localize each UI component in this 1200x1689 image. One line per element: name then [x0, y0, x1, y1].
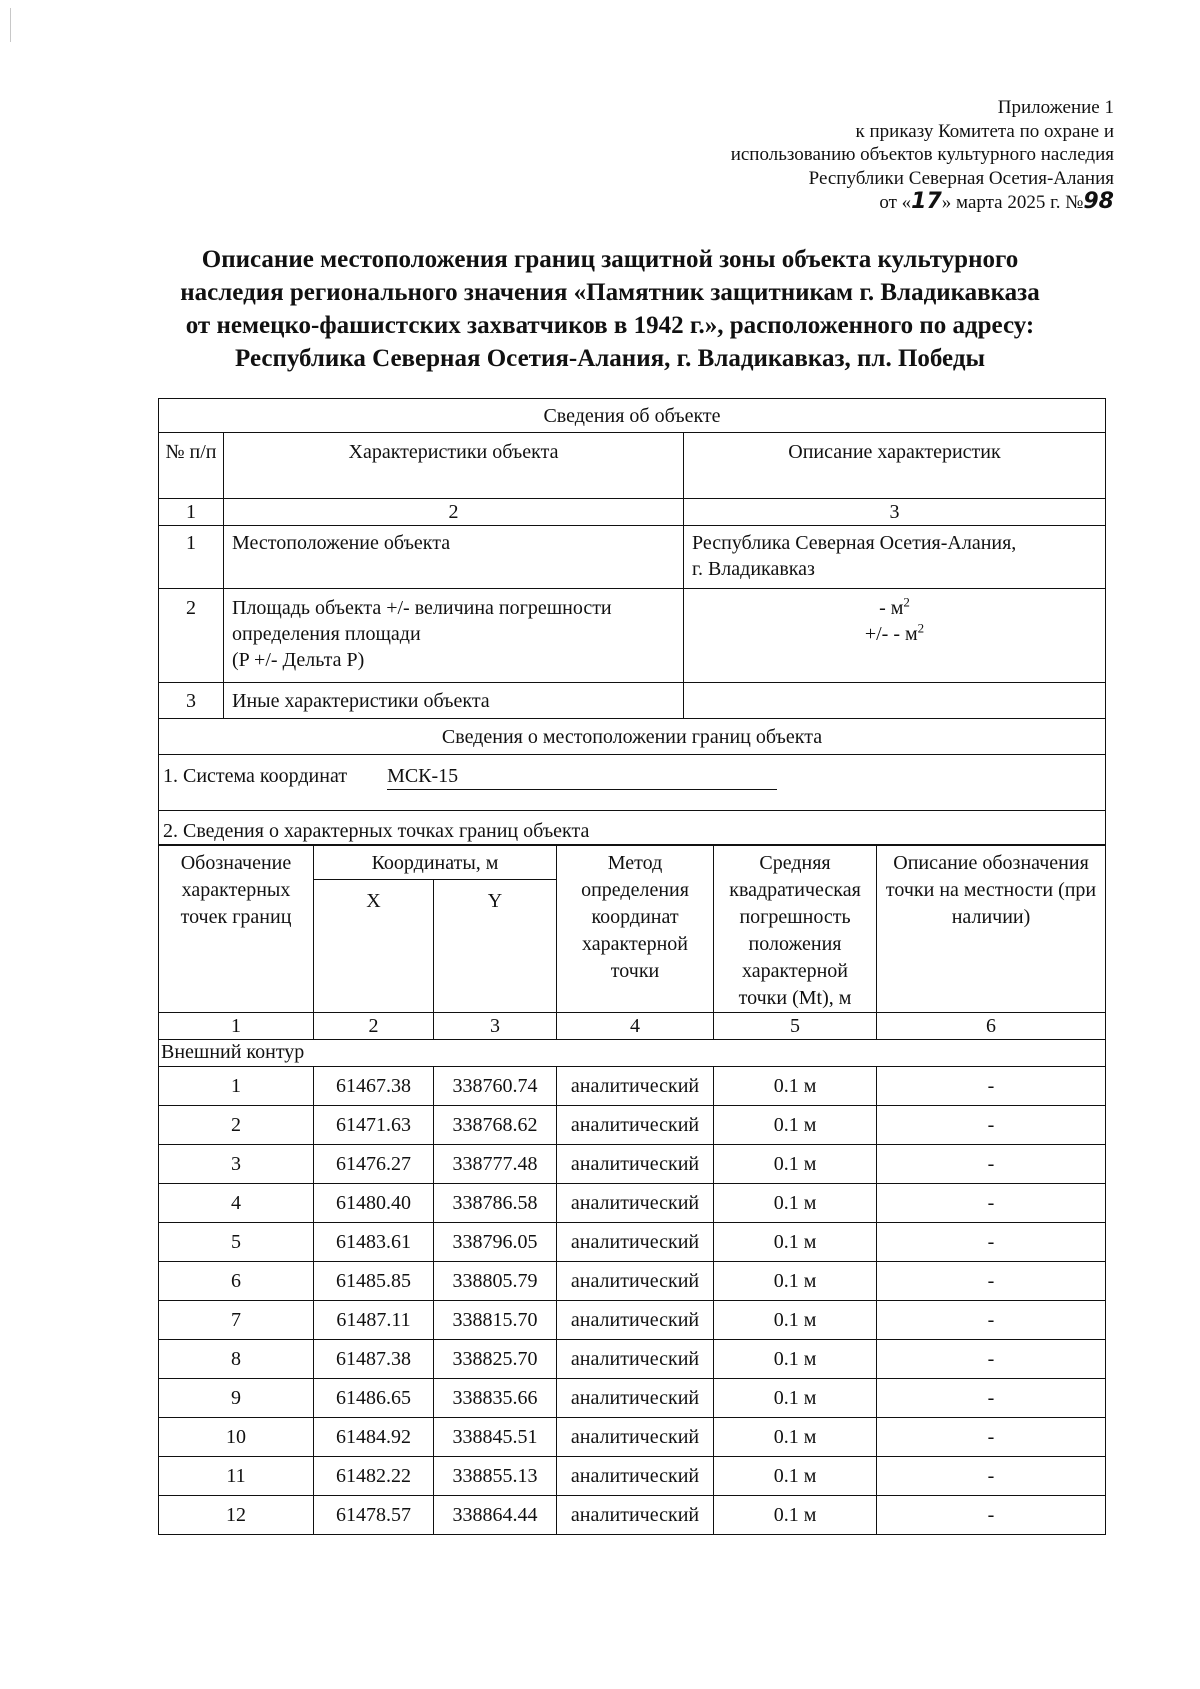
- mean-error-value: 0.1 м: [714, 1106, 877, 1145]
- coordinate-x: 61484.92: [314, 1418, 434, 1457]
- appendix-line-1: Приложение 1: [997, 97, 1114, 118]
- coordinate-y: 338825.70: [434, 1340, 557, 1379]
- mean-error-value: 0.1 м: [714, 1457, 877, 1496]
- table-row: [159, 1184, 1106, 1223]
- point-number: 8: [159, 1340, 314, 1379]
- coordinate-y: 338777.48: [434, 1145, 557, 1184]
- document-title: [140, 243, 1080, 375]
- method-value: аналитический: [557, 1379, 714, 1418]
- table-row: [159, 589, 1106, 683]
- method-value: аналитический: [557, 1418, 714, 1457]
- coordinate-x: 61483.61: [314, 1223, 434, 1262]
- method-value: аналитический: [557, 1184, 714, 1223]
- column-index: 6: [877, 1013, 1106, 1040]
- row-description: [684, 683, 1106, 719]
- point-number: 3: [159, 1145, 314, 1184]
- object-info-table: [158, 398, 1105, 1535]
- coordinate-x: 61487.11: [314, 1301, 434, 1340]
- appendix-date-line: [731, 190, 1114, 215]
- table-row: [159, 1262, 1106, 1301]
- row-number: 1: [159, 526, 224, 589]
- point-description: -: [877, 1223, 1106, 1262]
- method-value: аналитический: [557, 1301, 714, 1340]
- location-line-2: г. Владикавказ: [692, 558, 815, 580]
- coordinate-y: 338768.62: [434, 1106, 557, 1145]
- row-characteristic: Местоположение объекта: [224, 526, 684, 589]
- area-label-line-3: (P +/- Дельта P): [232, 649, 365, 671]
- point-number: 10: [159, 1418, 314, 1457]
- mean-error-value: 0.1 м: [714, 1223, 877, 1262]
- row-characteristic: [224, 589, 684, 683]
- point-description: -: [877, 1301, 1106, 1340]
- index-cell: 2: [224, 499, 684, 526]
- column-index: 2: [314, 1013, 434, 1040]
- index-cell: 3: [684, 499, 1106, 526]
- table-row: [159, 1106, 1106, 1145]
- object-section-heading: Сведения об объекте: [159, 399, 1106, 433]
- table-row: [159, 1457, 1106, 1496]
- scan-margin-mark: [10, 8, 11, 42]
- location-line-1: Республика Северная Осетия-Алания,: [692, 532, 1017, 554]
- mean-error-value: 0.1 м: [714, 1496, 877, 1535]
- point-description: -: [877, 1340, 1106, 1379]
- table-row: [159, 1418, 1106, 1457]
- header-point-designation: Обозначение характерных точек границ: [159, 846, 314, 1013]
- coordinate-y: 338845.51: [434, 1418, 557, 1457]
- header-mean-error: Средняя квадратическая погрешность положения характерной точки (Mt), м: [714, 846, 877, 1013]
- point-description: -: [877, 1418, 1106, 1457]
- coordinate-y: 338760.74: [434, 1067, 557, 1106]
- appendix-header: [731, 96, 1114, 215]
- table-row: [159, 1379, 1106, 1418]
- coordinate-x: 61478.57: [314, 1496, 434, 1535]
- mean-error-value: 0.1 м: [714, 1262, 877, 1301]
- col-header-characteristics: Характеристики объекта: [224, 433, 684, 499]
- coordinate-x: 61485.85: [314, 1262, 434, 1301]
- coordinate-y: 338864.44: [434, 1496, 557, 1535]
- column-index: 4: [557, 1013, 714, 1040]
- appendix-line-3: использованию объектов культурного наследия: [730, 144, 1114, 165]
- appendix-line-4: Республики Северная Осетия-Алания: [808, 167, 1114, 189]
- row-description: [684, 526, 1106, 589]
- col-header-num: № п/п: [159, 433, 224, 499]
- method-value: аналитический: [557, 1457, 714, 1496]
- points-table: [158, 845, 1106, 1535]
- mean-error-value: 0.1 м: [714, 1418, 877, 1457]
- point-number: 5: [159, 1223, 314, 1262]
- coordinate-system-value: МСК-15: [387, 763, 777, 790]
- table-row: [159, 1340, 1106, 1379]
- point-description: -: [877, 1379, 1106, 1418]
- coordinate-y: 338805.79: [434, 1262, 557, 1301]
- area-value: - $м^2$: [879, 594, 910, 619]
- point-number: 4: [159, 1184, 314, 1223]
- method-value: аналитический: [557, 1223, 714, 1262]
- date-prefix: от «: [879, 192, 912, 213]
- point-number: 11: [159, 1457, 314, 1496]
- table-row: [159, 1223, 1106, 1262]
- mean-error-value: 0.1 м: [714, 1379, 877, 1418]
- method-value: аналитический: [557, 1106, 714, 1145]
- coordinate-x: 61471.63: [314, 1106, 434, 1145]
- method-value: аналитический: [557, 1340, 714, 1379]
- coordinate-y: 338815.70: [434, 1301, 557, 1340]
- handwritten-number: 98: [1083, 189, 1114, 214]
- point-description: -: [877, 1145, 1106, 1184]
- row-characteristic: Иные характеристики объекта: [224, 683, 684, 719]
- method-value: аналитический: [557, 1262, 714, 1301]
- header-y: Y: [434, 880, 557, 1013]
- title-line-1: Описание местоположения границ защитной зоны объекта культурного: [201, 246, 1019, 273]
- point-number: 6: [159, 1262, 314, 1301]
- title-line-2: наследия регионального значения «Памятник защитникам г. Владикавказа: [180, 279, 1040, 306]
- coordinate-x: 61467.38: [314, 1067, 434, 1106]
- contour-label: Внешний контур: [159, 1040, 1106, 1067]
- method-value: аналитический: [557, 1145, 714, 1184]
- coordinate-x: 61486.65: [314, 1379, 434, 1418]
- table-row: [159, 1145, 1106, 1184]
- point-number: 7: [159, 1301, 314, 1340]
- coordinate-y: 338796.05: [434, 1223, 557, 1262]
- mean-error-value: 0.1 м: [714, 1340, 877, 1379]
- table-row: [159, 526, 1106, 589]
- title-line-4: Республика Северная Осетия-Алания, г. Владикавказ, пл. Победы: [235, 345, 985, 372]
- index-cell: 1: [159, 499, 224, 526]
- mean-error-value: 0.1 м: [714, 1067, 877, 1106]
- col-header-description: Описание характеристик: [684, 433, 1106, 499]
- points-section-label: 2. Сведения о характерных точках границ объекта: [159, 811, 1106, 845]
- coordinate-x: 61482.22: [314, 1457, 434, 1496]
- column-index: 5: [714, 1013, 877, 1040]
- header-point-description: Описание обозначения точки на местности (при наличии): [877, 846, 1106, 1013]
- coordinate-y: 338835.66: [434, 1379, 557, 1418]
- mean-error-value: 0.1 м: [714, 1301, 877, 1340]
- point-description: -: [877, 1184, 1106, 1223]
- handwritten-day: 17: [911, 189, 942, 214]
- points-body: [159, 1067, 1106, 1535]
- table-row: [159, 1067, 1106, 1106]
- area-tolerance: +/- - $м^2$: [864, 620, 925, 645]
- point-number: 9: [159, 1379, 314, 1418]
- method-value: аналитический: [557, 1496, 714, 1535]
- coordinate-x: 61487.38: [314, 1340, 434, 1379]
- date-mid: » марта 2025 г. №: [941, 192, 1084, 213]
- title-line-3: от немецко-фашистских захватчиков в 1942 г.», расположенного по адресу:: [185, 312, 1035, 339]
- row-description: [684, 589, 1106, 683]
- row-number: 2: [159, 589, 224, 683]
- coordinate-x: 61476.27: [314, 1145, 434, 1184]
- column-index: 1: [159, 1013, 314, 1040]
- point-description: -: [877, 1262, 1106, 1301]
- header-x: X: [314, 880, 434, 1013]
- table-row: [159, 1301, 1106, 1340]
- row-number: 3: [159, 683, 224, 719]
- point-description: -: [877, 1496, 1106, 1535]
- mean-error-value: 0.1 м: [714, 1184, 877, 1223]
- point-description: -: [877, 1067, 1106, 1106]
- point-number: 2: [159, 1106, 314, 1145]
- coordinate-x: 61480.40: [314, 1184, 434, 1223]
- point-description: -: [877, 1457, 1106, 1496]
- point-number: 12: [159, 1496, 314, 1535]
- mean-error-value: 0.1 м: [714, 1145, 877, 1184]
- coordinate-y: 338786.58: [434, 1184, 557, 1223]
- location-section-heading: Сведения о местоположении границ объекта: [159, 719, 1106, 755]
- appendix-line-2: к приказу Комитета по охране и: [855, 120, 1114, 142]
- table-row: [159, 1496, 1106, 1535]
- point-description: -: [877, 1106, 1106, 1145]
- coordinate-system-row: [159, 755, 1106, 811]
- header-coordinates: Координаты, м: [314, 846, 557, 880]
- column-index: 3: [434, 1013, 557, 1040]
- coordinate-y: 338855.13: [434, 1457, 557, 1496]
- area-label-line-2: определения площади: [232, 623, 421, 645]
- area-label-line-1: Площадь объекта +/- величина погрешности: [232, 597, 612, 619]
- point-number: 1: [159, 1067, 314, 1106]
- method-value: аналитический: [557, 1067, 714, 1106]
- coordinate-system-label: 1. Система координат: [163, 765, 348, 787]
- table-row: [159, 683, 1106, 719]
- header-method: Метод определения координат характерной точки: [557, 846, 714, 1013]
- object-table: [158, 398, 1106, 845]
